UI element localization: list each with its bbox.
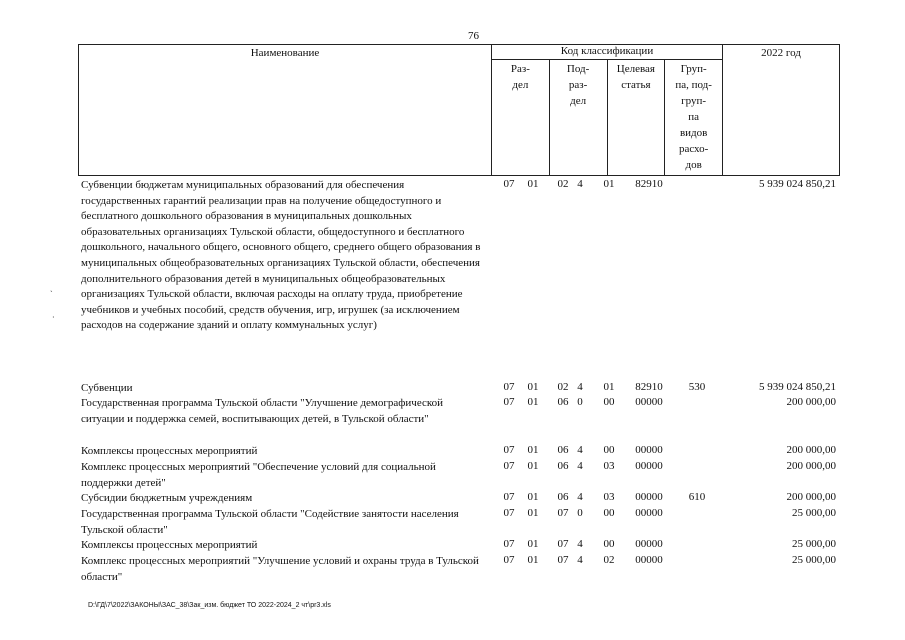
row-razdel: 07	[503, 396, 515, 408]
row-amount: 200 000,00	[786, 444, 836, 456]
row-cel-1: 06	[557, 396, 569, 408]
row-name: Комплексы процессных мероприятий	[81, 445, 258, 457]
row-cel-3: 03	[603, 491, 615, 503]
row-name: Государственная программа Тульской области "Содействие занятости населения Тульской области"	[81, 508, 459, 536]
row-amount: 25 000,00	[792, 538, 836, 550]
page-number: 76	[468, 30, 479, 42]
row-name: Государственная программа Тульской области "Улучшение демографической ситуации и поддержка семей, воспитывающих детей, в Тульской области"	[81, 397, 444, 425]
row-amount: 200 000,00	[786, 491, 836, 503]
row-name: Комплексы процессных мероприятий	[81, 539, 258, 551]
row-name: Комплекс процессных мероприятий "Улучшение условий и охраны труда в Тульской области"	[81, 555, 479, 583]
row-amount: 25 000,00	[792, 554, 836, 566]
row-cel-4: 00000	[635, 460, 663, 472]
scan-speck: ·	[52, 313, 55, 322]
row-cel-3: 00	[603, 396, 615, 408]
row-cel-4: 00000	[635, 396, 663, 408]
row-cel-1: 07	[557, 554, 569, 566]
row-gruppa: 610	[688, 491, 706, 503]
row-amount: 200 000,00	[786, 460, 836, 472]
row-cel-2: 4	[577, 538, 583, 550]
row-name: Комплекс процессных мероприятий "Обеспечение условий для социальной поддержки детей"	[81, 461, 436, 489]
scan-speck: ˎ	[50, 283, 53, 292]
row-razdel: 07	[503, 178, 515, 190]
row-cel-2: 4	[577, 554, 583, 566]
table-header	[78, 44, 840, 176]
header-gruppa: Груп- па, под- груп- па видов расхо- дов	[665, 60, 723, 176]
row-cel-3: 01	[603, 381, 615, 393]
row-cel-2: 4	[577, 444, 583, 456]
row-cel-4: 00000	[635, 507, 663, 519]
row-podrazdel: 01	[527, 554, 539, 566]
row-razdel: 07	[503, 491, 515, 503]
footer-file-path: D:\ГД\7\2022\ЗАКОНЫ\ЗАС_38\Зак_изм. бюджет ТО 2022-2024_2 чт\pr3.xls	[88, 602, 331, 609]
row-cel-3: 00	[603, 444, 615, 456]
row-amount: 5 939 024 850,21	[759, 178, 836, 190]
row-cel-3: 03	[603, 460, 615, 472]
header-podrazdel: Под- раз- дел	[549, 60, 607, 176]
row-podrazdel: 01	[527, 460, 539, 472]
row-razdel: 07	[503, 538, 515, 550]
row-cel-1: 06	[557, 491, 569, 503]
row-cel-1: 02	[557, 178, 569, 190]
row-cel-3: 00	[603, 507, 615, 519]
row-podrazdel: 01	[527, 396, 539, 408]
row-cel-1: 07	[557, 538, 569, 550]
header-year: 2022 год	[723, 45, 840, 176]
row-podrazdel: 01	[527, 491, 539, 503]
row-podrazdel: 01	[527, 538, 539, 550]
row-cel-2: 4	[577, 381, 583, 393]
row-cel-3: 00	[603, 538, 615, 550]
header-name: Наименование	[79, 45, 492, 176]
row-cel-4: 00000	[635, 538, 663, 550]
row-razdel: 07	[503, 460, 515, 472]
row-cel-4: 82910	[635, 178, 663, 190]
header-razdel: Раз- дел	[492, 60, 550, 176]
row-cel-2: 0	[577, 507, 583, 519]
row-podrazdel: 01	[527, 507, 539, 519]
row-razdel: 07	[503, 554, 515, 566]
row-name: Субвенции бюджетам муниципальных образований для обеспечения государственных гарантий реализации прав на получение общедоступного и бесплатного дошкольного образования в муниципальных дошкольных образовательных организациях Тульской области, общедоступного и бесплатного дошкольного, начального общего, основного общего, среднего общего образования в муниципальных общеобразовательных организациях Тульской области, обеспечения дополнительного образования детей в муниципальных общеобразовательных организациях Тульской области, включая расходы на оплату труда, приобретение учебников и учебных пособий, средств обучения, игр, игрушек (за исключением расходов на содержание зданий и оплату коммунальных услуг)	[81, 179, 481, 332]
row-gruppa: 530	[688, 381, 706, 393]
row-cel-3: 02	[603, 554, 615, 566]
row-cel-1: 07	[557, 507, 569, 519]
row-podrazdel: 01	[527, 178, 539, 190]
row-cel-2: 4	[577, 460, 583, 472]
row-podrazdel: 01	[527, 381, 539, 393]
row-amount: 5 939 024 850,21	[759, 381, 836, 393]
row-cel-4: 00000	[635, 554, 663, 566]
row-amount: 25 000,00	[792, 507, 836, 519]
header-celevaya: Целевая статья	[607, 60, 665, 176]
row-cel-4: 82910	[635, 381, 663, 393]
row-cel-4: 00000	[635, 491, 663, 503]
row-cel-1: 02	[557, 381, 569, 393]
row-razdel: 07	[503, 444, 515, 456]
row-name: Субсидии бюджетным учреждениям	[81, 492, 253, 504]
header-code: Код классификации	[492, 45, 723, 60]
row-cel-3: 01	[603, 178, 615, 190]
row-cel-2: 4	[577, 178, 583, 190]
row-cel-2: 4	[577, 491, 583, 503]
row-podrazdel: 01	[527, 444, 539, 456]
row-cel-1: 06	[557, 444, 569, 456]
row-razdel: 07	[503, 507, 515, 519]
row-razdel: 07	[503, 381, 515, 393]
row-amount: 200 000,00	[786, 396, 836, 408]
row-cel-1: 06	[557, 460, 569, 472]
row-cel-4: 00000	[635, 444, 663, 456]
row-name: Субвенции	[81, 382, 133, 394]
row-cel-2: 0	[577, 396, 583, 408]
